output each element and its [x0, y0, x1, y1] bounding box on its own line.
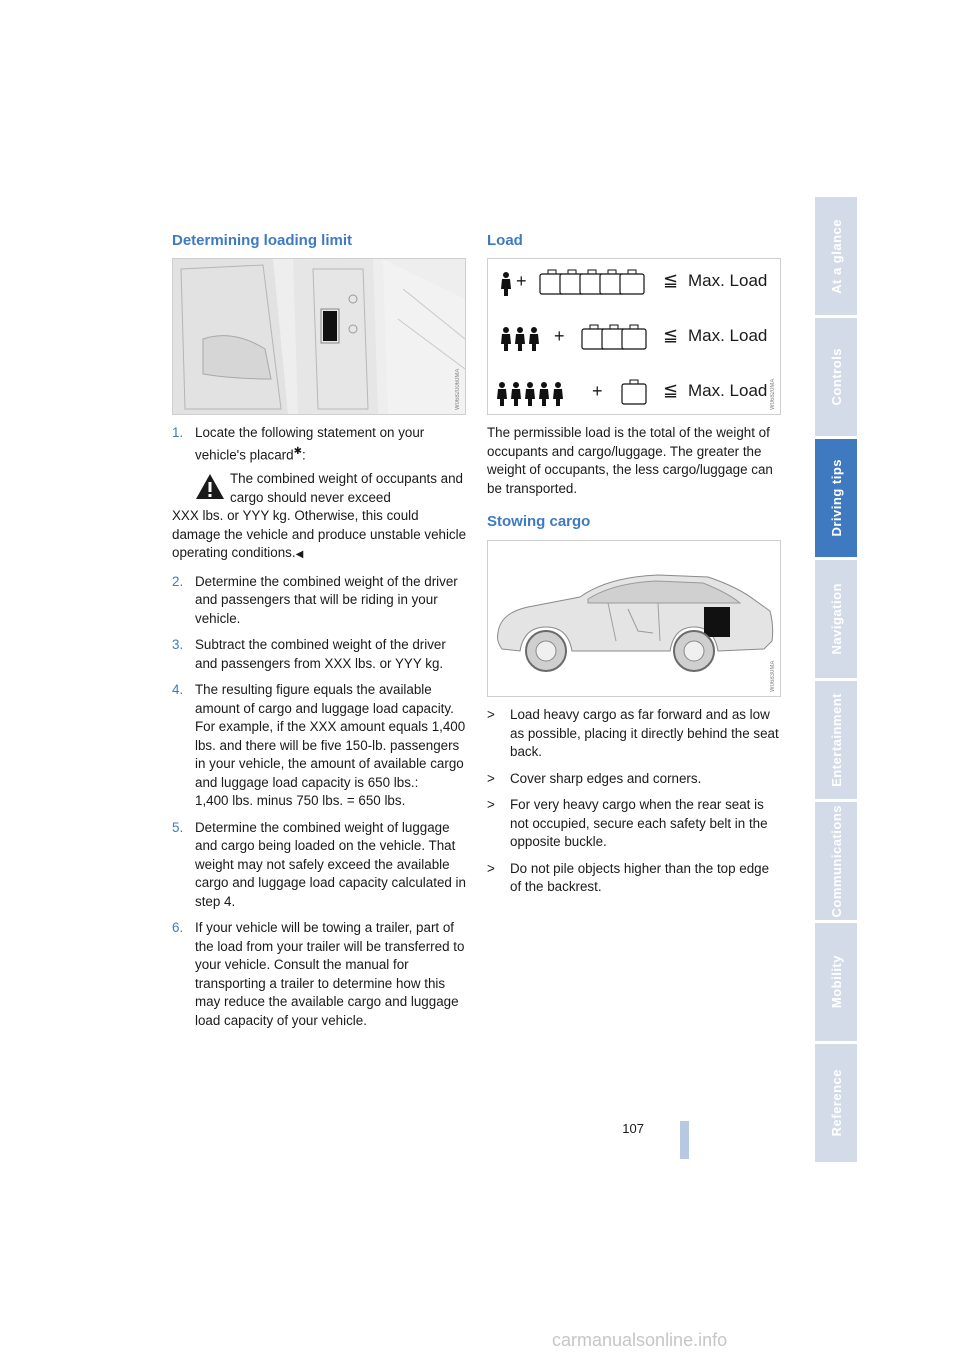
asterisk-mark: ✱	[293, 445, 302, 457]
bullet-mark: >	[487, 797, 495, 812]
tab-navigation[interactable]	[815, 560, 857, 678]
step-item	[172, 919, 467, 1030]
end-mark-icon: ◀	[295, 549, 304, 561]
tab-label: Mobility	[828, 955, 844, 1009]
figure-code: W06820MA	[770, 378, 776, 410]
step-text: The resulting figure equals the available amount of cargo and luggage load capacity. For example, if the XXX amount equals 1,400 lbs. and there will be five 150-lb. passengers in your vehicle, the amount of available cargo and luggage load capacity is 650 lbs.:	[195, 682, 466, 790]
step-text: If your vehicle will be towing a trailer, part of the load from your trailer will be transferred to your vehicle. Consult the manual for transporting a trailer to determine how this may reduce the available cargo and luggage load capacity of your vehicle.	[195, 920, 465, 1028]
load-paragraph: The permissible load is the total of the weight of occupants and cargo/luggage. The greater the weight of occupants, the less cargo/luggage can be transported.	[487, 425, 773, 496]
step-number: 5.	[172, 819, 184, 835]
warning-triangle-icon	[195, 472, 225, 502]
tab-label: Communications	[828, 804, 844, 918]
tab-label: Entertainment	[828, 693, 844, 787]
step-text: Determine the combined weight of luggage and cargo being loaded on the vehicle. That weight may not safely exceed the available cargo and luggage load capacity calculated in step 4.	[195, 819, 466, 909]
step-item	[172, 424, 467, 565]
step-number: 4.	[172, 682, 184, 698]
tab-entertainment[interactable]	[815, 681, 857, 799]
bullet-mark: >	[487, 707, 495, 722]
page-marker-bar	[680, 1121, 689, 1159]
plus-sign: +	[516, 271, 527, 291]
step-item	[172, 573, 467, 629]
step-text: Determine the combined weight of the driver and passengers that will be riding in your vehicle.	[195, 573, 458, 626]
step-item	[172, 636, 467, 673]
tab-label: Reference	[828, 1069, 844, 1137]
max-load-label: Max. Load	[688, 271, 768, 290]
max-load-label: Max. Load	[688, 381, 768, 400]
step-number: 6.	[172, 920, 184, 936]
step-number: 3.	[172, 637, 184, 653]
max-load-label: Max. Load	[688, 326, 768, 345]
car-cargo-figure	[487, 540, 781, 697]
warning-body-text: XXX lbs. or YYY kg. Otherwise, this could damage the vehicle and produce unstable vehicle operating conditions.	[172, 508, 467, 561]
tab-label: At a glance	[828, 218, 844, 294]
tab-label: Controls	[828, 348, 844, 406]
figure-code: W06820060MA	[455, 368, 461, 410]
bullet-mark: >	[487, 770, 495, 786]
list-item	[487, 770, 782, 789]
warning-body	[172, 507, 467, 565]
less-equal-sign: ≦	[663, 380, 679, 400]
step-example: 1,400 lbs. minus 750 lbs. = 650 lbs.	[195, 793, 406, 809]
warning-note	[172, 470, 467, 565]
tab-communications[interactable]	[815, 802, 857, 920]
step-item	[172, 819, 467, 912]
tab-mobility[interactable]	[815, 923, 857, 1041]
list-item	[487, 796, 782, 852]
step-number: 1.	[172, 425, 184, 440]
step-text: Locate the following statement on your vehicle's placard	[195, 425, 425, 462]
step-item	[172, 681, 467, 811]
tab-driving-tips[interactable]	[815, 439, 857, 557]
less-equal-sign: ≦	[663, 270, 679, 290]
door-placard-figure	[172, 258, 466, 415]
heading-load: Load	[487, 232, 523, 249]
tab-controls[interactable]	[815, 318, 857, 436]
tab-at-a-glance[interactable]	[815, 197, 857, 315]
bullet-mark: >	[487, 860, 495, 876]
footer-watermark: carmanualsonline.info	[552, 1330, 728, 1350]
step-text-tail: :	[301, 446, 306, 462]
heading-determining-loading-limit: Determining loading limit	[172, 232, 353, 249]
load-diagram-figure	[487, 258, 781, 415]
less-equal-sign: ≦	[663, 325, 679, 345]
step-text: Subtract the combined weight of the driver and passengers from XXX lbs. or YYY kg.	[195, 637, 446, 671]
stowing-bullets	[487, 706, 782, 905]
bullet-text: Cover sharp edges and corners.	[510, 770, 702, 786]
list-item	[487, 706, 782, 762]
plus-sign: +	[592, 381, 603, 401]
bullet-text: Load heavy cargo as far forward and as low as possible, placing it directly behind the seat back.	[510, 707, 779, 759]
car-side-illustration	[488, 541, 780, 696]
page-number: 107	[622, 1121, 644, 1136]
loading-limit-steps	[172, 424, 467, 1038]
tab-label: Driving tips	[828, 459, 844, 537]
warning-head: The combined weight of occupants and cargo should never exceed	[230, 471, 463, 505]
tab-reference[interactable]	[815, 1044, 857, 1162]
plus-sign: +	[554, 326, 565, 346]
step-number: 2.	[172, 573, 184, 589]
figure-code: W06830MA	[770, 660, 776, 692]
list-item	[487, 860, 782, 897]
door-pillar-illustration	[173, 259, 465, 414]
tab-label: Navigation	[828, 583, 844, 655]
bullet-text: For very heavy cargo when the rear seat is not occupied, secure each safety belt in the opposite buckle.	[510, 797, 768, 849]
heading-stowing-cargo: Stowing cargo	[487, 513, 591, 530]
bullet-text: Do not pile objects higher than the top edge of the backrest.	[510, 860, 770, 894]
